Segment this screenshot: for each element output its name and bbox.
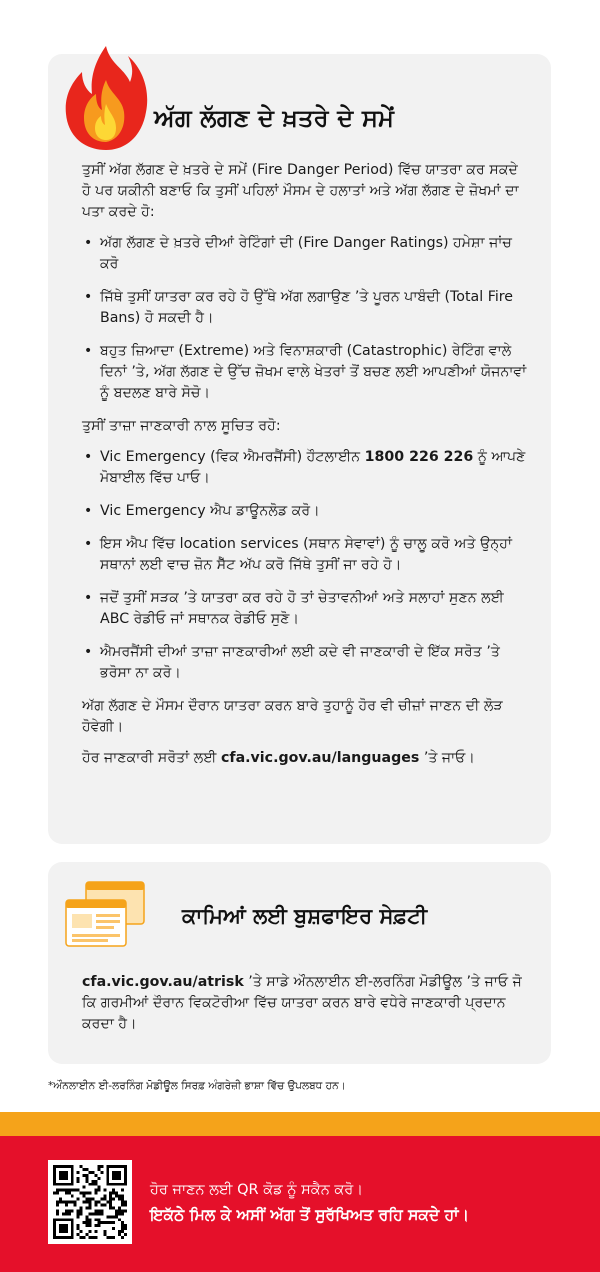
hotline-pre: Vic Emergency (ਵਿਕ ਐਮਰਜੈਂਸੀ) ਹੌਟਲਾਈਨ xyxy=(100,449,365,465)
scan-qr-text: ਹੋਰ ਜਾਣਨ ਲਈ QR ਕੋਡ ਨੂੰ ਸਕੈਨ ਕਰੋ। xyxy=(150,1182,364,1198)
fire-icon xyxy=(60,42,152,154)
fire-section-title: ਅੱਗ ਲੱਗਣ ਦੇ ਖ਼ਤਰੇ ਦੇ ਸਮੇਂ xyxy=(154,104,395,132)
fire-section-body xyxy=(82,160,527,779)
list-item: • ਜਦੋਂ ਤੁਸੀਂ ਸੜਕ ’ਤੇ ਯਾਤਰਾ ਕਰ ਰਹੇ ਹੋ ਤਾਂ ਚੇਤਾਵਨੀਆਂ ਅਤੇ ਸਲਾਹਾਂ ਸੁਣਨ ਲਈ ABC ਰੇਡੀਓ ਜਾਂ ਸਥਾਨਕ ਰੇਡੀਓ ਸੁਣੋ। xyxy=(82,588,527,630)
hotline-post: ਨੂੰ ਆਪਣੇ ਮੋਬਾਈਲ ਵਿੱਚ ਪਾਓ। xyxy=(100,449,526,486)
list-item-hotline xyxy=(82,447,527,489)
atrisk-link[interactable]: cfa.vic.gov.au/atrisk xyxy=(82,974,244,990)
fire-intro: ਤੁਸੀਂ ਅੱਗ ਲੱਗਣ ਦੇ ਖ਼ਤਰੇ ਦੇ ਸਮੇਂ (Fire Danger Period) ਵਿੱਚ ਯਾਤਰਾ ਕਰ ਸਕਦੇ ਹੋ ਪਰ ਯਕੀਨੀ ਬਣਾਓ ਕਿ ਤੁਸੀਂ ਪਹਿਲਾਂ ਮੌਸਮ ਦੇ ਹਲਾਤਾਂ ਅਤੇ ਅੱਗ ਲੱਗਣ ਦੇ ਜ਼ੋਖਮਾਂ ਦਾ ਪਤਾ ਕਰਦੇ ਹੋ: xyxy=(82,162,519,220)
worker-text: ’ਤੇ ਸਾਡੇ ਔਨਲਾਈਨ ਈ-ਲਰਨਿੰਗ ਮੋਡੀਊਲ ’ਤੇ ਜਾਓ ਜੋ ਕਿ ਗਰਮੀਆਂ ਦੌਰਾਨ ਵਿਕਟੋਰੀਆ ਵਿੱਚ ਯਾਤਰਾ ਕਰਨ ਬਾਰੇ ਵਧੇਰੇ ਜਾਣਕਾਰੀ ਪ੍ਰਦਾਨ ਕਰਦਾ ਹੈ। xyxy=(82,974,522,1032)
worker-section-title: ਕਾਮਿਆਂ ਲਈ ਬੁਸ਼ਫਾਇਰ ਸੇਫ਼ਟੀ xyxy=(182,904,428,928)
orange-band xyxy=(0,1112,600,1136)
stay-informed-text: ਤੁਸੀਂ ਤਾਜ਼ਾ ਜਾਣਕਾਰੀ ਨਾਲ ਸੂਚਿਤ ਰਹੋ: xyxy=(82,418,281,434)
list-item: • ਇਸ ਐਪ ਵਿੱਚ location services (ਸਥਾਨ ਸੇਵਾਵਾਂ) ਨੂੰ ਚਾਲੂ ਕਰੋ ਅਤੇ ਉਨ੍ਹਾਂ ਸਥਾਨਾਂ ਲਈ ਵਾਚ ਜ਼ੋਨ ਸੈੱਟ ਅੱਪ ਕਰੋ ਜਿੱਥੇ ਤੁਸੀਂ ਜਾ ਰਹੇ ਹੋ। xyxy=(82,534,527,576)
list-item: • ਐਮਰਜੈਂਸੀ ਦੀਆਂ ਤਾਜ਼ਾ ਜਾਣਕਾਰੀਆਂ ਲਈ ਕਦੇ ਵੀ ਜਾਣਕਾਰੀ ਦੇ ਇੱਕ ਸਰੋਤ ’ਤੇ ਭਰੋਸਾ ਨਾ ਕਰੋ। xyxy=(82,642,527,684)
qr-code-icon[interactable] xyxy=(48,1160,132,1244)
resources-text xyxy=(82,748,527,769)
fire-danger-card xyxy=(48,54,551,844)
list-item: • ਬਹੁਤ ਜ਼ਿਆਦਾ (Extreme) ਅਤੇ ਵਿਨਾਸ਼ਕਾਰੀ (Catastrophic) ਰੇਟਿੰਗ ਵਾਲੇ ਦਿਨਾਂ ’ਤੇ, ਅੱਗ ਲੱਗਣ ਦੇ ਉੱਚ ਜ਼ੋਖਮ ਵਾਲੇ ਖੇਤਰਾਂ ਤੋਂ ਬਚਣ ਲਈ ਆਪਣੀਆਂ ਯੋਜਨਾਵਾਂ ਨੂੰ ਬਦਲਣ ਬਾਰੇ ਸੋਚੋ। xyxy=(82,341,527,404)
more-info-text: ਅੱਗ ਲੱਗਣ ਦੇ ਮੌਸਮ ਦੌਰਾਨ ਯਾਤਰਾ ਕਰਨ ਬਾਰੇ ਤੁਹਾਨੂੰ ਹੋਰ ਵੀ ਚੀਜ਼ਾਂ ਜਾਣਨ ਦੀ ਲੋੜ ਹੋਵੇਗੀ। xyxy=(82,698,503,735)
list-item: • ਅੱਗ ਲੱਗਣ ਦੇ ਖ਼ਤਰੇ ਦੀਆਂ ਰੇਟਿੰਗਾਂ ਦੀ (Fire Danger Ratings) ਹਮੇਸ਼ਾ ਜਾਂਚ ਕਰੋ xyxy=(82,233,527,275)
tagline: ਇਕੱਠੇ ਮਿਲ ਕੇ ਅਸੀਂ ਅੱਗ ਤੋਂ ਸੁਰੱਖਿਅਤ ਰਹਿ ਸਕਦੇ ਹਾਂ। xyxy=(150,1206,470,1224)
resources-link[interactable]: cfa.vic.gov.au/languages xyxy=(221,750,420,766)
browser-windows-icon xyxy=(64,878,148,950)
resources-post: ’ਤੇ ਜਾਓ। xyxy=(419,750,475,766)
footnote: *ਔਨਲਾਈਨ ਈ-ਲਰਨਿੰਗ ਮੋਡੀਊਲ ਸਿਰਫ਼ ਅੰਗਰੇਜ਼ੀ ਭਾਸ਼ਾ ਵਿੱਚ ਉਪਲਬਧ ਹਨ। xyxy=(48,1080,346,1092)
list-item: • Vic Emergency ਐਪ ਡਾਊਨਲੋਡ ਕਰੋ। xyxy=(82,501,527,522)
fire-check-list xyxy=(82,233,527,404)
worker-section-body xyxy=(82,972,527,1035)
resources-pre: ਹੋਰ ਜਾਣਕਾਰੀ ਸਰੋਤਾਂ ਲਈ xyxy=(82,750,222,766)
hotline-number[interactable]: 1800 226 226 xyxy=(364,449,474,465)
list-item: • ਜਿੱਥੇ ਤੁਸੀਂ ਯਾਤਰਾ ਕਰ ਰਹੇ ਹੋ ਉੱਥੇ ਅੱਗ ਲਗਾਉਣ ’ਤੇ ਪੂਰਨ ਪਾਬੰਦੀ (Total Fire Bans) ਹੋ ਸਕਦੀ ਹੈ। xyxy=(82,287,527,329)
stay-informed-list xyxy=(82,447,527,684)
worker-safety-card xyxy=(48,862,551,1064)
